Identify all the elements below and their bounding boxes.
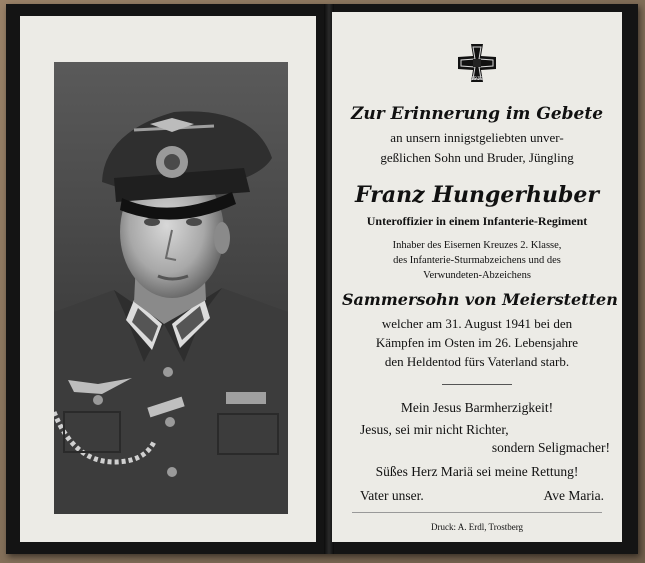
military-rank: Unteroffizier in einem Infanterie-Regiment [366, 214, 588, 228]
prayer-line-2b: sondern Seligmacher! [491, 440, 610, 455]
memorial-card [6, 4, 638, 554]
deceased-name: Franz Hungerhuber [355, 182, 599, 208]
prayer-line-1: Mein Jesus Barmherzigkeit! [400, 400, 554, 415]
prayer-line-2a: Jesus, sei mir nicht Richter, [360, 422, 509, 437]
text-panel [332, 12, 622, 542]
death-line-2: Kämpfen im Osten im 26. Lebensjahre [375, 335, 579, 350]
death-line-1: welcher am 31. August 1941 bei den [381, 316, 573, 331]
death-line-3: den Heldentod fürs Vaterland starb. [384, 354, 570, 369]
iron-cross-icon [456, 42, 498, 84]
headline: Zur Erinnerung im Gebete [350, 104, 604, 124]
dedication-line-1: an unsern innigstgeliebten unver- [390, 130, 564, 145]
divider [442, 384, 512, 385]
dedication-line-2: geßlichen Sohn und Bruder, Jüngling [380, 150, 574, 165]
footer-divider [352, 512, 602, 513]
cross-container [332, 42, 622, 84]
printer-credit: Druck: A. Erdl, Trostberg [430, 522, 524, 532]
awards-line-3: Verwundeten-Abzeichens [423, 270, 531, 281]
photo-panel [20, 16, 316, 542]
prayer-line-4b: Ave Maria. [543, 488, 604, 503]
svg-text:1939: 1939 [470, 76, 484, 82]
prayer-line-3: Süßes Herz Mariä sei meine Rettung! [375, 464, 579, 479]
awards-line-2: des Infanterie-Sturmabzeichens und des [393, 255, 561, 266]
origin-line: Sammersohn von Meierstetten [342, 290, 618, 309]
prayer-line-4a: Vater unser. [360, 488, 424, 503]
soldier-portrait [54, 62, 288, 514]
portrait-image [54, 62, 288, 514]
awards-line-1: Inhaber des Eisernen Kreuzes 2. Klasse, [392, 240, 562, 251]
